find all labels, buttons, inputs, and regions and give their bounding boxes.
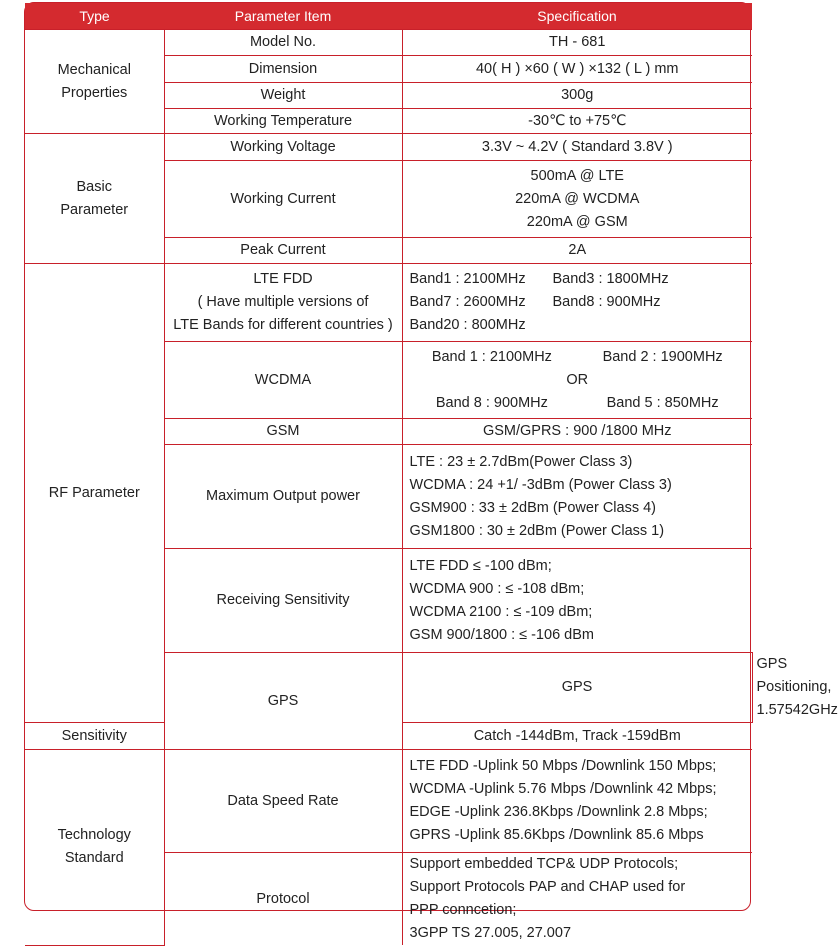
or-label: OR	[566, 371, 589, 388]
spec-line: WCDMA 900 : ≤ -108 dBm;	[409, 580, 585, 597]
header-type: Type	[25, 3, 164, 30]
spec-line: LTE : 23 ± 2.7dBm(Power Class 3)	[409, 453, 633, 470]
param-model: Model No.	[164, 30, 402, 56]
band-label: Band 1 : 2100MHz	[431, 348, 552, 365]
spec-line: EDGE -Uplink 236.8Kbps /Downlink 2.8 Mbps;	[409, 804, 708, 820]
table-row	[25, 30, 752, 56]
header-row	[25, 3, 752, 30]
param-lte-fdd	[164, 264, 402, 342]
group-label-line: Parameter	[60, 201, 129, 218]
param-data-speed: Data Speed Rate	[164, 750, 402, 853]
group-technology	[25, 750, 164, 946]
spec-line: GSM 900/1800 : ≤ -106 dBm	[409, 626, 594, 643]
param-protocol: Protocol	[164, 853, 402, 946]
table-row: GPS GPS GPS Positioning, 1.57542GHz	[25, 653, 752, 723]
table-row	[25, 750, 752, 853]
band-label: Band8 : 900MHz	[552, 294, 661, 310]
band-label: Band1 : 2100MHz	[409, 271, 526, 287]
spec-line: WCDMA 2100 : ≤ -109 dBm;	[409, 603, 593, 620]
param-lte-fdd-line: LTE Bands for different countries )	[173, 317, 393, 333]
param-lte-fdd-line: ( Have multiple versions of	[197, 294, 369, 310]
spec-current-line: 220mA @ GSM	[526, 213, 628, 230]
param-gps-sensitivity: Sensitivity	[25, 723, 164, 750]
spec-dimension: 40( H ) ×60 ( W ) ×132 ( L ) mm	[402, 56, 752, 83]
spec-temperature: -30℃ to +75℃	[402, 109, 752, 134]
group-label-line: Standard	[64, 850, 124, 867]
param-voltage: Working Voltage	[164, 134, 402, 161]
group-gps: GPS	[164, 653, 402, 750]
header-specification: Specification	[402, 3, 752, 30]
spec-line: LTE FDD ≤ -100 dBm;	[409, 557, 552, 574]
spec-table	[25, 3, 838, 946]
spec-line: WCDMA -Uplink 5.76 Mbps /Downlink 42 Mbps;	[409, 781, 717, 797]
spec-model: TH - 681	[402, 30, 752, 56]
group-basic	[25, 134, 164, 264]
spec-line: Support Protocols PAP and CHAP used for	[409, 879, 686, 895]
band-label: Band20 : 800MHz	[409, 317, 526, 333]
spec-line: WCDMA : 24 +1/ -3dBm (Power Class 3)	[409, 476, 672, 493]
spec-data-speed	[402, 750, 752, 853]
spec-line: GSM1800 : 30 ± 2dBm (Power Class 1)	[409, 522, 665, 539]
spec-line: GSM900 : 33 ± 2dBm (Power Class 4)	[409, 499, 656, 516]
table-row	[25, 134, 752, 161]
spec-gsm: GSM/GPRS : 900 /1800 MHz	[402, 419, 752, 445]
spec-line: GPRS -Uplink 85.6Kbps /Downlink 85.6 Mbps	[409, 827, 704, 843]
spec-line: LTE FDD -Uplink 50 Mbps /Downlink 150 Mbps;	[409, 758, 717, 774]
spec-peak-current: 2A	[402, 238, 752, 264]
spec-current-line: 220mA @ WCDMA	[515, 190, 640, 207]
param-gps: GPS	[402, 653, 752, 723]
spec-table-frame	[24, 2, 838, 941]
spec-voltage: 3.3V ~ 4.2V ( Standard 3.8V )	[402, 134, 752, 161]
param-wcdma: WCDMA	[164, 342, 402, 419]
param-rx-sensitivity: Receiving Sensitivity	[164, 549, 402, 653]
spec-output-power	[402, 445, 752, 549]
group-label-line: Technology	[57, 827, 131, 844]
header-parameter-item: Parameter Item	[164, 3, 402, 30]
spec-line: 3GPP TS 27.005, 27.007	[409, 925, 572, 941]
param-dimension: Dimension	[164, 56, 402, 83]
param-output-power: Maximum Output power	[164, 445, 402, 549]
group-label-line: Basic	[76, 178, 112, 195]
spec-current-line: 500mA @ LTE	[530, 167, 624, 184]
spec-protocol	[402, 853, 752, 946]
group-rf: RF Parameter	[25, 264, 164, 723]
spec-gps-sensitivity: Catch -144dBm, Track -159dBm	[402, 723, 752, 750]
spec-current	[402, 161, 752, 238]
spec-wcdma	[402, 342, 752, 419]
param-lte-fdd-line: LTE FDD	[253, 271, 313, 287]
spec-lte-fdd	[402, 264, 752, 342]
param-current: Working Current	[164, 161, 402, 238]
band-label: Band 8 : 900MHz	[435, 394, 548, 411]
table-row	[25, 264, 752, 342]
param-peak-current: Peak Current	[164, 238, 402, 264]
band-label: Band 5 : 850MHz	[606, 394, 719, 411]
group-mechanical	[25, 30, 164, 134]
spec-rx-sensitivity	[402, 549, 752, 653]
band-label: Band 2 : 1900MHz	[602, 348, 723, 365]
spec-line: PPP conncetion;	[409, 902, 517, 918]
spec-weight: 300g	[402, 83, 752, 109]
param-gsm: GSM	[164, 419, 402, 445]
band-label: Band3 : 1800MHz	[552, 271, 669, 287]
spec-line: Support embedded TCP& UDP Protocols;	[409, 856, 679, 872]
band-label: Band7 : 2600MHz	[409, 294, 526, 310]
param-weight: Weight	[164, 83, 402, 109]
group-label-line: Properties	[61, 84, 128, 101]
group-label-line: Mechanical	[57, 61, 131, 78]
param-temperature: Working Temperature	[164, 109, 402, 134]
